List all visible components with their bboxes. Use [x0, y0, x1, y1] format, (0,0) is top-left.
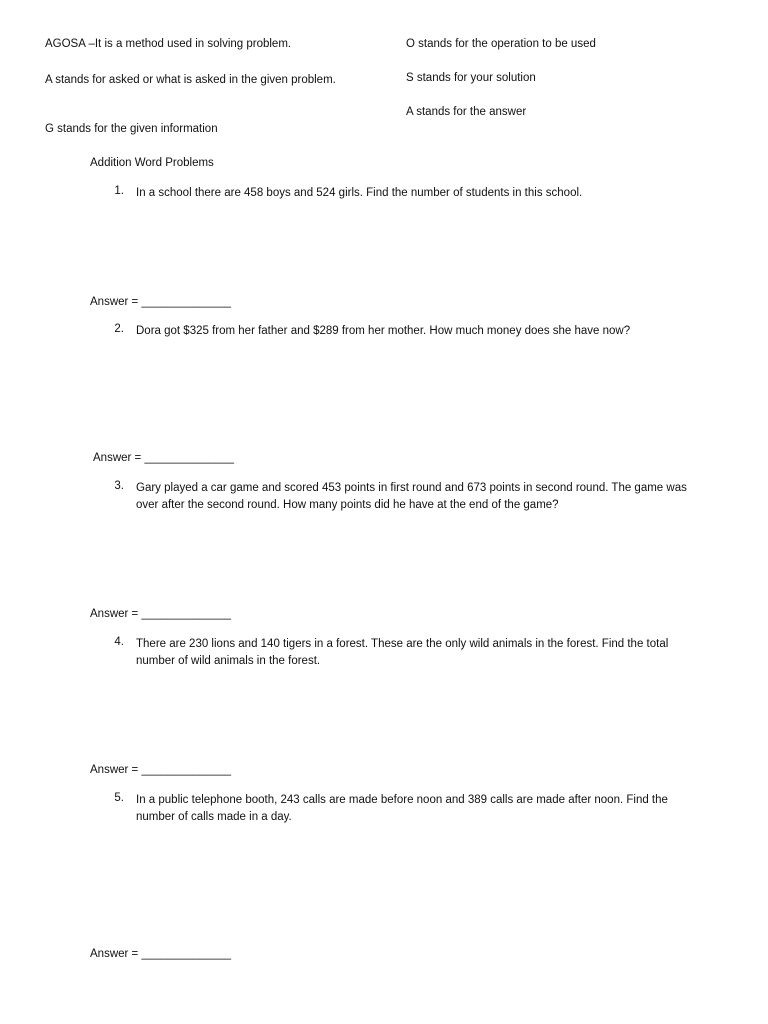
- problem-text: Dora got $325 from her father and $289 from her mother. How much money does she have now?: [136, 325, 631, 337]
- answer-line: Answer = ______________: [93, 452, 234, 464]
- answer-line: Answer = ______________: [90, 764, 231, 776]
- agosa-definition: AGOSA –It is a method used in solving problem.: [45, 38, 292, 50]
- g-given-definition: G stands for the given information: [45, 123, 218, 135]
- answer-line: Answer = ______________: [90, 296, 231, 308]
- problem-number: 5.: [114, 792, 124, 804]
- problem-text: In a public telephone booth, 243 calls are made before noon and 389 calls are made after noon. Find the number of calls made in a day.: [136, 794, 668, 823]
- section-title: Addition Word Problems: [90, 157, 214, 169]
- problem-number: 1.: [114, 185, 124, 197]
- problem-number: 3.: [114, 480, 124, 492]
- a-asked-definition: A stands for asked or what is asked in the given problem.: [45, 74, 336, 86]
- problem-text: In a school there are 458 boys and 524 girls. Find the number of students in this school.: [136, 187, 583, 199]
- problem-text: There are 230 lions and 140 tigers in a forest. These are the only wild animals in the forest. Find the total number of wild animals in the forest.: [136, 638, 669, 667]
- answer-line: Answer = ______________: [90, 608, 231, 620]
- problem-number: 4.: [114, 636, 124, 648]
- s-solution-definition: S stands for your solution: [406, 72, 536, 84]
- answer-line: Answer = ______________: [90, 948, 231, 960]
- o-operation-definition: O stands for the operation to be used: [406, 38, 596, 50]
- problem-text: Gary played a car game and scored 453 points in first round and 673 points in second round. The game was over after the second round. How many points did he have at the end of the game?: [136, 482, 687, 511]
- a-answer-definition: A stands for the answer: [406, 106, 527, 118]
- problem-number: 2.: [114, 323, 124, 335]
